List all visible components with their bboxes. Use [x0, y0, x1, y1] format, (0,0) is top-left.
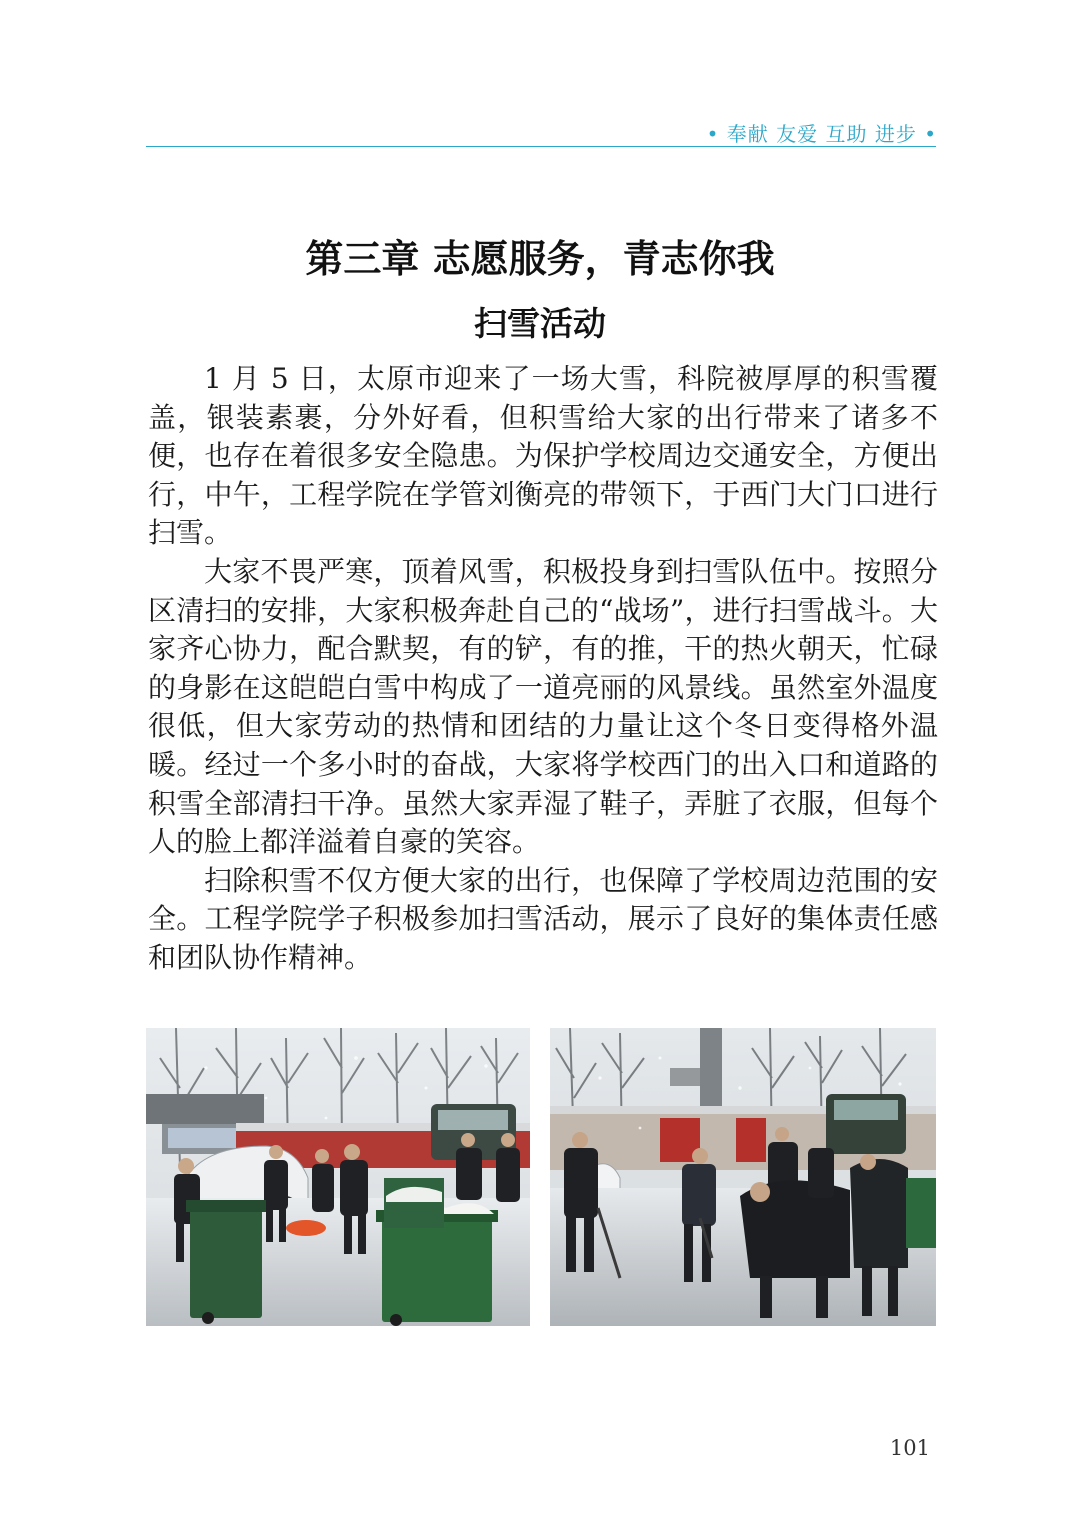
paragraph-1: 1 月 5 日，太原市迎来了一场大雪，科院被厚厚的积雪覆盖，银装素裹，分外好看，但积雪给大家的出行带来了诸多不便，也存在着很多安全隐患。为保护学校周边交通安全，方便出行，中午，工程学院在学管刘衡亮的带领下，于西门大门口进行扫雪。	[148, 362, 938, 550]
paragraph-3: 扫除积雪不仅方便大家的出行，也保障了学校周边范围的安全。工程学院学子积极参加扫雪活动，展示了良好的集体责任感和团队协作精神。	[148, 863, 938, 974]
photo-snow-clearing-right	[550, 1028, 936, 1326]
snow-scene-illustration	[146, 1028, 530, 1326]
snow-scene-illustration-2	[550, 1028, 936, 1326]
header-motto: • 奉献 友爱 互助 进步 •	[706, 122, 937, 146]
header-divider	[146, 146, 936, 147]
page-number: 101	[889, 1436, 930, 1460]
article-body	[148, 360, 938, 978]
chapter-title: 第三章 志愿服务，青志你我	[305, 237, 775, 281]
section-title: 扫雪活动	[474, 304, 606, 343]
photo-snow-clearing-left	[146, 1028, 530, 1326]
paragraph-2: 大家不畏严寒，顶着风雪，积极投身到扫雪队伍中。按照分区清扫的安排，大家积极奔赴自己的“战场”，进行扫雪战斗。大家齐心协力，配合默契，有的铲，有的推，干的热火朝天，忙碌的身影在这皑皑白雪中构成了一道亮丽的风景线。虽然室外温度很低，但大家劳动的热情和团结的力量让这个冬日变得格外温暖。经过一个多小时的奋战，大家将学校西门的出入口和道路的积雪全部清扫干净。虽然大家弄湿了鞋子，弄脏了衣服，但每个人的脸上都洋溢着自豪的笑容。	[148, 554, 938, 859]
